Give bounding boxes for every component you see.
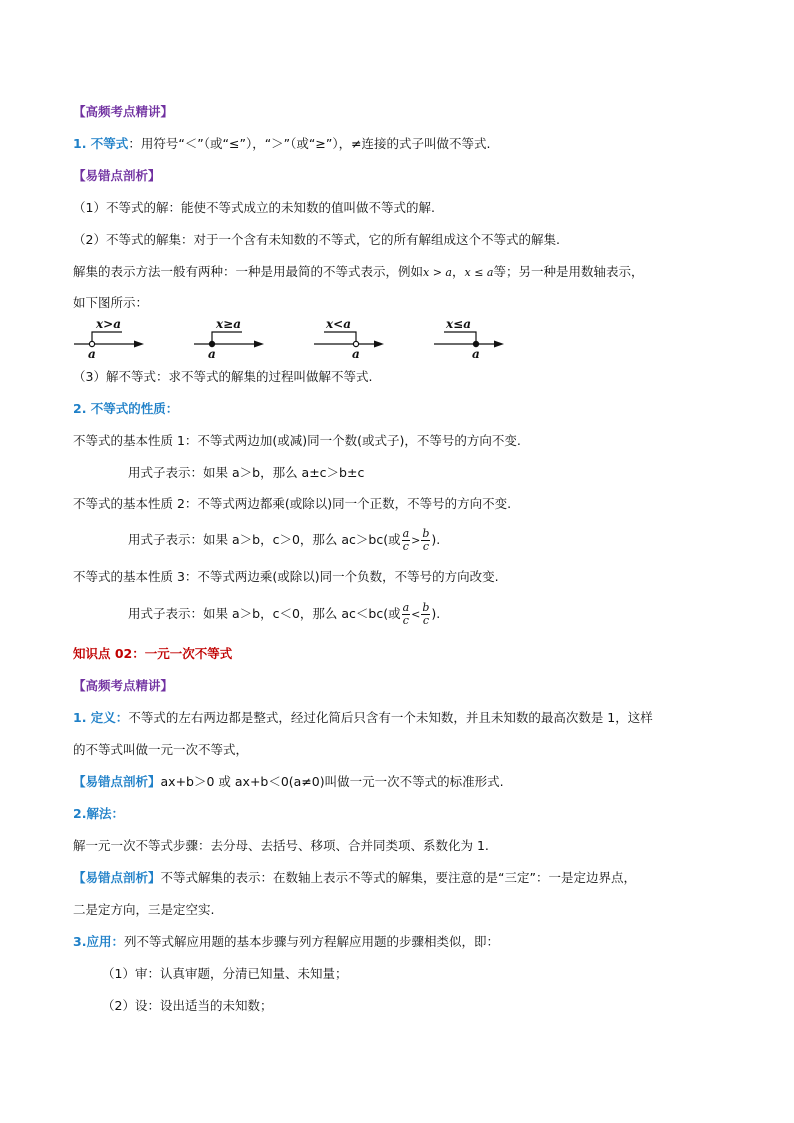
number-line-label: x≥a (216, 317, 241, 331)
numline-note-text: 不等式解集的表示：在数轴上表示不等式的解集，要注意的是“三定”：一是定边界点， (160, 870, 636, 885)
inequality-definition-text: ：用符号“＜”（或“≤”），“＞”（或“≥”），≠连接的式子叫做不等式. (128, 136, 491, 151)
number-line-x-gt-a (72, 315, 152, 361)
number-line-point: a (472, 347, 480, 361)
application-label: 3.应用： (73, 934, 124, 949)
example-x-le-a: x ≤ a (464, 266, 494, 279)
number-line-label: x≤a (446, 317, 471, 331)
standard-form-label: 【易错点剖析】 (73, 774, 161, 789)
standard-form-text: ax+b＞0 或 ax+b＜0(a≠0)叫做一元一次不等式的标准形式. (160, 774, 504, 789)
linear-inequality-definition-cont: 的不等式叫做一元一次不等式， (73, 742, 249, 757)
application-step-2: （2）设：设出适当的未知数； (102, 998, 273, 1013)
fraction-a-over-c: $\frac{a}{c}$ (402, 601, 410, 627)
fraction-b-over-c: $\frac{b}{c}$ (422, 601, 430, 627)
definition-text: 不等式的左右两边都是整式，经过化简后只含有一个未知数，并且未知数的最高次数是 1，这样 (128, 710, 653, 725)
section-header-common-errors: 【易错点剖析】 (73, 168, 161, 183)
methods-text-a: 解集的表示方法一般有两种：一种是用最简的不等式表示，例如 (73, 264, 424, 279)
method-title: 2.解法： (73, 806, 124, 821)
section-header-key-points: 【高频考点精讲】 (73, 104, 174, 119)
property-2: 不等式的基本性质 2：不等式两边都乘(或除以)同一个正数，不等号的方向不变. (73, 496, 512, 511)
formula-close: ). (431, 532, 441, 547)
properties-title: 2. 不等式的性质： (73, 401, 179, 416)
number-line-label: x<a (326, 317, 351, 331)
number-line-point: a (208, 347, 216, 361)
property-1: 不等式的基本性质 1：不等式两边加(或减)同一个数(或式子)，不等号的方向不变. (73, 433, 521, 448)
formula-close: ). (431, 606, 441, 621)
inequality-definition-label: 1. 不等式 (73, 136, 129, 151)
standard-form-note (73, 774, 504, 790)
numline-note (73, 870, 636, 886)
fraction-b-over-c: $\frac{b}{c}$ (422, 527, 430, 553)
number-line-x-le-a (432, 315, 512, 361)
numline-note-label: 【易错点剖析】 (73, 870, 161, 885)
method-steps: 解一元一次不等式步骤：去分母、去括号、移项、合并同类项、系数化为 1. (73, 838, 489, 853)
solving-inequality-definition: （3）解不等式：求不等式的解集的过程叫做解不等式. (73, 369, 373, 384)
property-2-formula (128, 525, 440, 556)
as-shown-caption: 如下图所示： (73, 295, 149, 310)
comparison-operator: < (411, 608, 421, 621)
number-line-label: x>a (96, 317, 121, 331)
application-step-1: （1）审：认真审题，分清已知量、未知量； (102, 966, 348, 981)
number-line-point: a (352, 347, 360, 361)
property-1-formula: 用式子表示：如果 a＞b，那么 a±c＞b±c (128, 465, 365, 480)
inequality-definition (73, 136, 491, 152)
solution-set-methods (73, 264, 644, 281)
fraction-a-over-c: $\frac{a}{c}$ (402, 527, 410, 553)
property-3-formula (128, 599, 440, 630)
definition-label: 1. 定义： (73, 710, 129, 725)
comma: ， (452, 264, 465, 279)
formula-text: 用式子表示：如果 a＞b，c＜0，那么 ac＜bc(或 (128, 606, 401, 621)
solution-definition: （1）不等式的解：能使不等式成立的未知数的值叫做不等式的解. (73, 200, 435, 215)
knowledge-point-02-title: 知识点 02：一元一次不等式 (73, 646, 233, 661)
numline-note-cont: 二是定方向，三是定空实. (73, 902, 215, 917)
application-intro (73, 934, 499, 950)
section-header-key-points-2: 【高频考点精讲】 (73, 678, 174, 693)
property-3: 不等式的基本性质 3：不等式两边乘(或除以)同一个负数，不等号的方向改变. (73, 569, 499, 584)
number-line-x-lt-a (312, 315, 392, 361)
formula-text: 用式子表示：如果 a＞b，c＞0，那么 ac＞bc(或 (128, 532, 401, 547)
linear-inequality-definition (73, 710, 653, 726)
solution-set-definition: （2）不等式的解集：对于一个含有未知数的不等式，它的所有解组成这个不等式的解集. (73, 232, 560, 247)
number-line-x-ge-a (192, 315, 272, 361)
comparison-operator: > (411, 534, 421, 547)
application-text: 列不等式解应用题的基本步骤与列方程解应用题的步骤相类似，即： (123, 934, 499, 949)
number-line-point: a (88, 347, 96, 361)
methods-text-b: 等；另一种是用数轴表示， (493, 264, 644, 279)
example-x-gt-a: x > a (423, 266, 452, 279)
